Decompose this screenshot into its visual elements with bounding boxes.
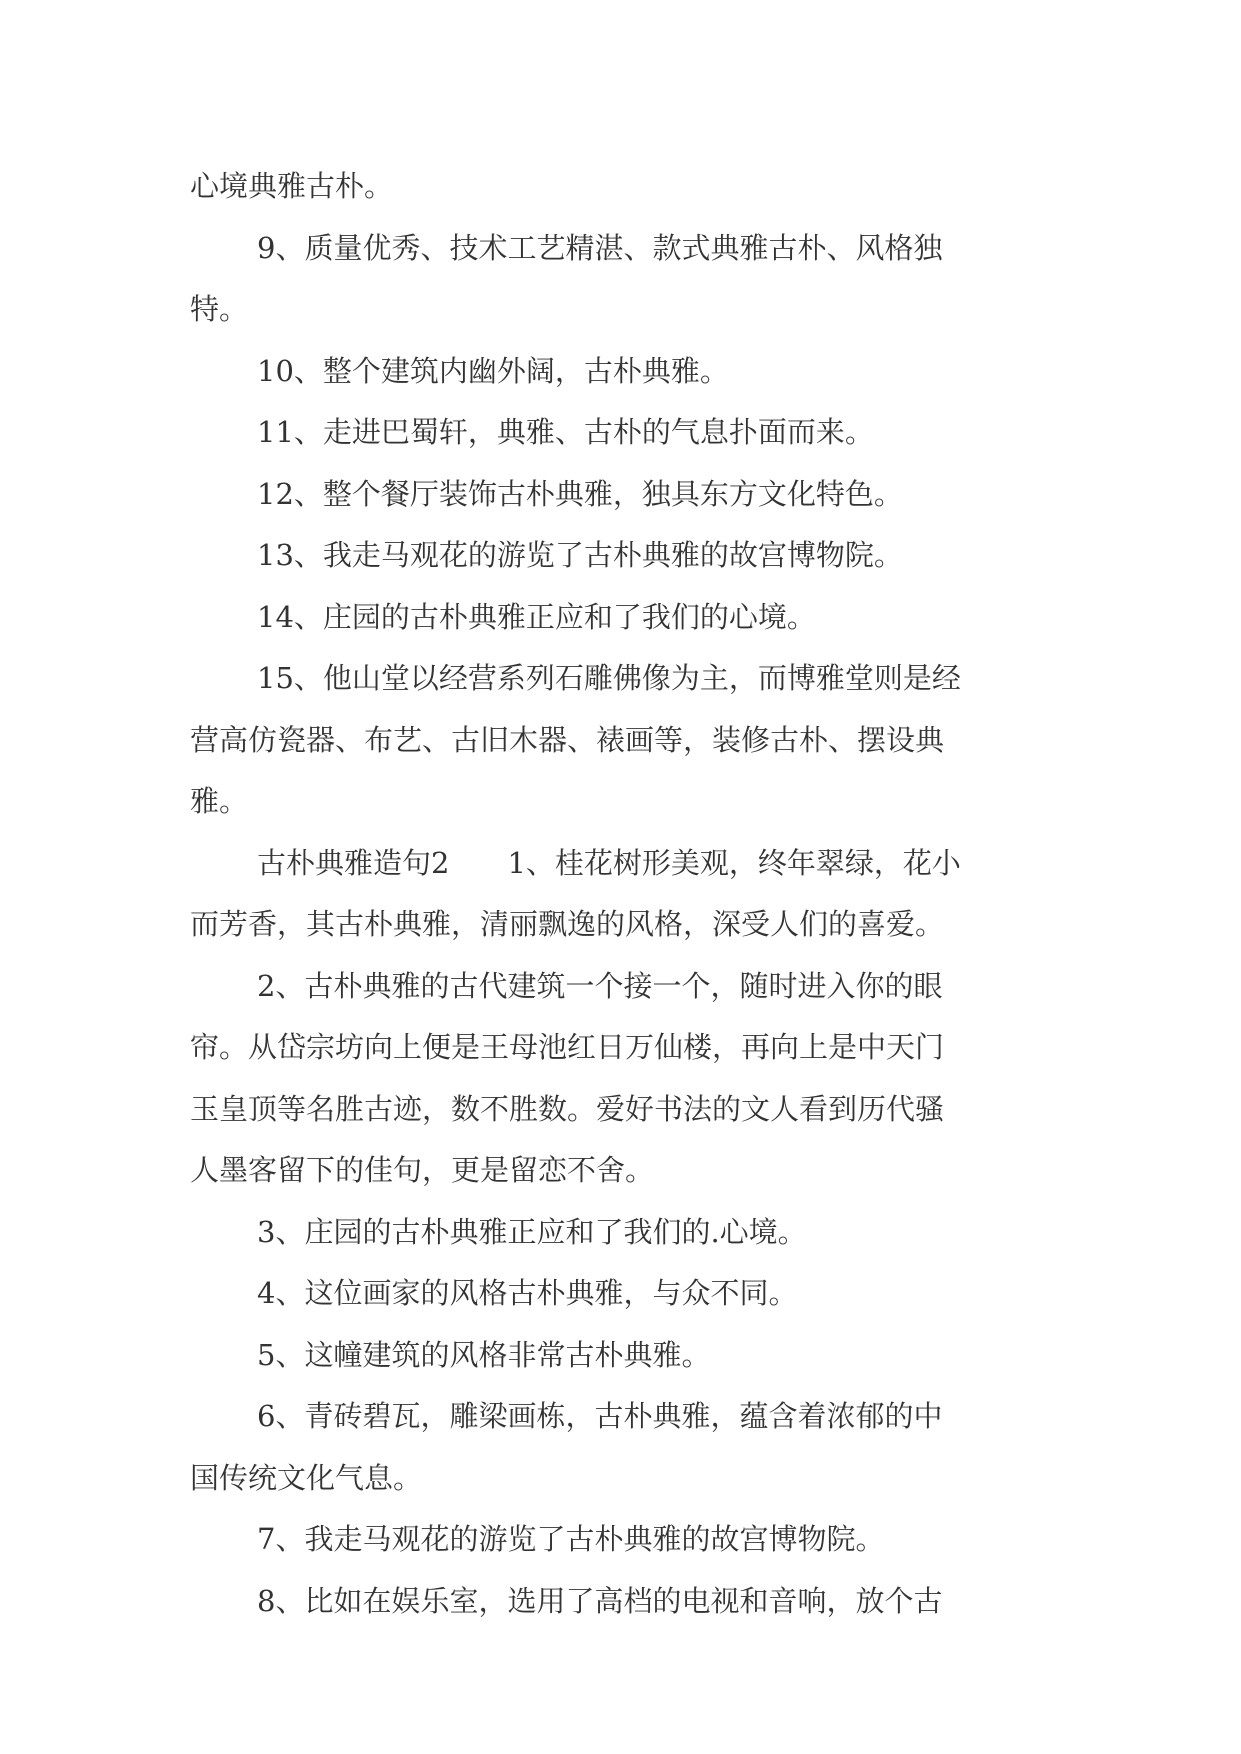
text-line: 9、质量优秀、技术工艺精湛、款式典雅古朴、风格独 [257, 230, 943, 265]
text-line: 特。 [190, 292, 249, 326]
text-line: 6、青砖碧瓦，雕梁画栋，古朴典雅，蕴含着浓郁的中 [257, 1399, 943, 1433]
text-line: 5、这幢建筑的风格非常古朴典雅。 [257, 1337, 711, 1372]
text-line: 12、整个餐厅装饰古朴典雅，独具东方文化特色。 [257, 476, 903, 511]
text-line: 10、整个建筑内幽外阔，古朴典雅。 [257, 353, 729, 388]
text-line: 14、庄园的古朴典雅正应和了我们的心境。 [257, 599, 816, 634]
text-line: 国传统文化气息。 [190, 1460, 423, 1495]
text-line: 玉皇顶等名胜古迹，数不胜数。爱好书法的文人看到历代骚 [190, 1091, 945, 1126]
document-body [190, 156, 1050, 1632]
text-line: 帘。从岱宗坊向上便是王母池红日万仙楼，再向上是中天门 [190, 1030, 945, 1064]
text-line: 11、走进巴蜀轩，典雅、古朴的气息扑面而来。 [257, 415, 874, 449]
text-line: 8、比如在娱乐室，选用了高档的电视和音响，放个古 [257, 1583, 943, 1618]
text-line: 2、古朴典雅的古代建筑一个接一个，随时进入你的眼 [257, 968, 943, 1003]
text-line: 心境典雅古朴。 [190, 169, 394, 203]
text-line: 营高仿瓷器、布艺、古旧木器、裱画等，装修古朴、摆设典 [190, 722, 945, 757]
text-line: 3、庄园的古朴典雅正应和了我们的.心境。 [257, 1214, 807, 1249]
text-line: 4、这位画家的风格古朴典雅，与众不同。 [257, 1276, 798, 1310]
text-line: 人墨客留下的佳句，更是留恋不舍。 [190, 1153, 655, 1187]
section-heading-line: 古朴典雅造句2 1、桂花树形美观，终年翠绿，花小 [257, 845, 961, 880]
text-line: 7、我走马观花的游览了古朴典雅的故宫博物院。 [257, 1522, 885, 1556]
text-line: 13、我走马观花的游览了古朴典雅的故宫博物院。 [257, 538, 903, 572]
text-line: 雅。 [190, 784, 249, 818]
text-line: 15、他山堂以经营系列石雕佛像为主，而博雅堂则是经 [257, 661, 961, 695]
text-line: 而芳香，其古朴典雅，清丽飘逸的风格，深受人们的喜爱。 [190, 907, 945, 941]
